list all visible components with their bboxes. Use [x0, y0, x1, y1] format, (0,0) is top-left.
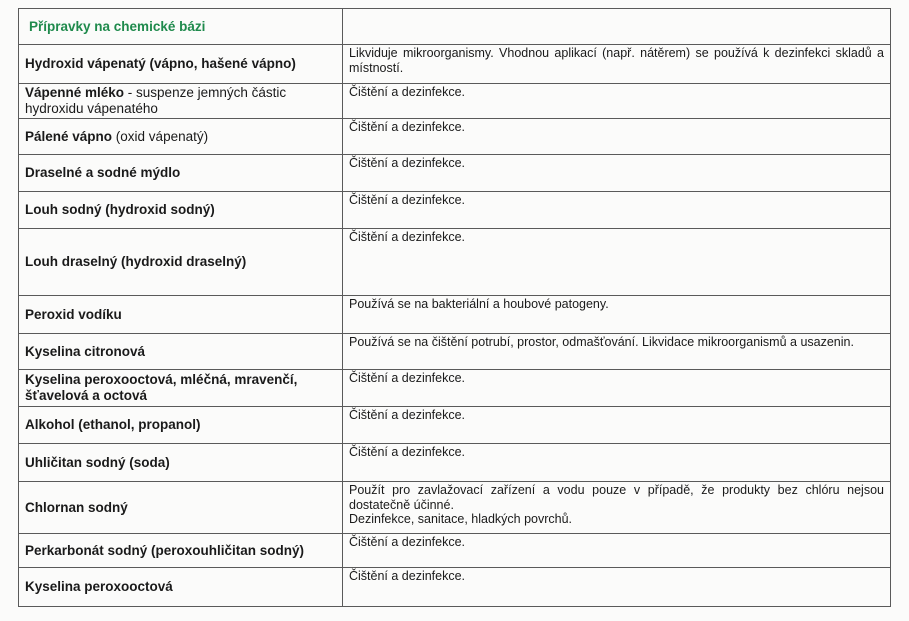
- usage-description-cell: [343, 119, 891, 155]
- substance-name-cell: [19, 534, 343, 568]
- substance-name: Pálené vápno: [25, 128, 113, 144]
- usage-description-cell: [343, 370, 891, 407]
- usage-description: Čištění a dezinfekce.: [349, 569, 466, 583]
- usage-description: Čištění a dezinfekce.: [349, 408, 466, 422]
- usage-description: Čištění a dezinfekce.: [349, 535, 466, 549]
- substance-name-note-line2: hydroxidu vápenatého: [25, 101, 158, 116]
- substance-name-cell: [19, 334, 343, 370]
- usage-description: Čištění a dezinfekce.: [349, 193, 466, 207]
- table-row: [19, 192, 891, 229]
- substance-name-cell: [19, 370, 343, 407]
- table-row: [19, 568, 891, 607]
- substance-name: Louh draselný (hydroxid draselný): [25, 254, 247, 269]
- substance-name-cell: [19, 296, 343, 334]
- substance-name-cell: [19, 192, 343, 229]
- usage-description-cell: [343, 229, 891, 296]
- usage-description-cell: [343, 568, 891, 607]
- table-header-row: [19, 9, 891, 45]
- substance-name-cell: [19, 119, 343, 155]
- substance-name-cell: [19, 229, 343, 296]
- substance-name: Chlornan sodný: [25, 499, 128, 515]
- table-title: Přípravky na chemické bázi: [19, 9, 343, 45]
- table-row: [19, 334, 891, 370]
- substance-name: Uhličitan sodný (soda): [25, 454, 170, 470]
- substance-name: Vápenné mléko: [25, 85, 125, 100]
- table-row: [19, 45, 891, 84]
- substance-name: Hydroxid vápenatý (vápno, hašené vápno): [25, 56, 296, 71]
- usage-description-cell: [343, 155, 891, 192]
- usage-description-cell: [343, 192, 891, 229]
- substance-name: Kyselina peroxooctová, mléčná, mravenčí, šťavelová a octová: [25, 372, 298, 403]
- usage-description: Čištění a dezinfekce.: [349, 85, 466, 99]
- table-row: [19, 534, 891, 568]
- substance-name: Kyselina citronová: [25, 343, 146, 359]
- usage-description-cell: [343, 296, 891, 334]
- substance-name-cell: [19, 407, 343, 444]
- table-row: [19, 482, 891, 534]
- usage-description: Čištění a dezinfekce.: [349, 445, 466, 459]
- substance-name-note: - suspenze jemných částic: [124, 85, 287, 100]
- usage-description: Použít pro zavlažovací zařízení a vodu pouze v případě, že produkty bez chlóru nejsou dostatečně účinné.: [349, 483, 884, 512]
- table-header-empty-cell: [343, 9, 891, 45]
- usage-description: Čištění a dezinfekce.: [349, 371, 466, 385]
- usage-description-cell: [343, 45, 891, 84]
- substance-name-cell: [19, 155, 343, 192]
- substance-name: Perkarbonát sodný (peroxouhličitan sodný): [25, 542, 305, 558]
- usage-description-cell: [343, 407, 891, 444]
- substance-name: Draselné a sodné mýdlo: [25, 165, 181, 180]
- table-row: [19, 229, 891, 296]
- substance-name-cell: [19, 482, 343, 534]
- chemical-preparations-table: [18, 8, 891, 607]
- usage-description-cell: [343, 334, 891, 370]
- table-row: [19, 119, 891, 155]
- table-row: [19, 155, 891, 192]
- usage-description: Čištění a dezinfekce.: [349, 120, 466, 134]
- table-row: [19, 296, 891, 334]
- usage-description: Likviduje mikroorganismy. Vhodnou aplikací (např. nátěrem) se používá k dezinfekci skladů a místností.: [349, 46, 884, 75]
- usage-description: Používá se na čištění potrubí, prostor, odmašťování. Likvidace mikroorganismů a usazenin.: [349, 335, 854, 349]
- substance-name: Louh sodný (hydroxid sodný): [25, 202, 215, 217]
- usage-description-extra: Dezinfekce, sanitace, hladkých povrchů.: [349, 512, 573, 526]
- table-row: [19, 444, 891, 482]
- usage-description-cell: [343, 444, 891, 482]
- substance-name: Alkohol (ethanol, propanol): [25, 417, 201, 432]
- usage-description-cell: [343, 534, 891, 568]
- substance-name-cell: [19, 444, 343, 482]
- usage-description: Čištění a dezinfekce.: [349, 230, 466, 244]
- substance-name-cell: [19, 568, 343, 607]
- substance-name-cell: [19, 45, 343, 84]
- substance-name-cell: [19, 84, 343, 119]
- table-row: [19, 84, 891, 119]
- substance-name: Kyselina peroxooctová: [25, 579, 173, 594]
- usage-description-cell: [343, 482, 891, 534]
- usage-description: Používá se na bakteriální a houbové patogeny.: [349, 297, 609, 311]
- substance-name-note: (oxid vápenatý): [112, 128, 209, 144]
- table-row: [19, 407, 891, 444]
- usage-description: Čištění a dezinfekce.: [349, 156, 466, 170]
- table-row: [19, 370, 891, 407]
- substance-name: Peroxid vodíku: [25, 306, 122, 322]
- usage-description-cell: [343, 84, 891, 119]
